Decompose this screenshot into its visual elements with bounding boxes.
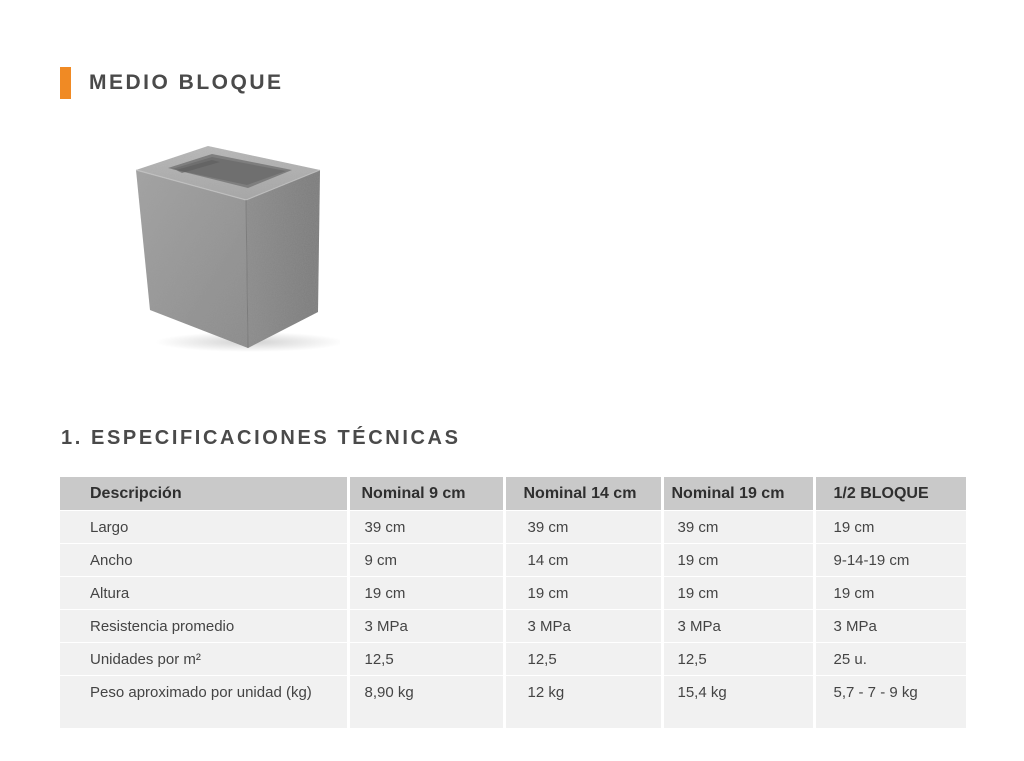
table-row xyxy=(60,544,966,577)
header-cell: Nominal 9 cm xyxy=(348,477,504,511)
header-cell: Nominal 14 cm xyxy=(504,477,662,511)
concrete-half-block-image xyxy=(120,130,340,360)
table-cell: 14 cm xyxy=(504,544,662,577)
table-cell: 8,90 kg xyxy=(348,676,504,729)
row-label: Resistencia promedio xyxy=(60,610,348,643)
table-cell: 12,5 xyxy=(348,643,504,676)
table-row xyxy=(60,676,966,729)
specifications-table xyxy=(60,477,966,728)
row-label: Ancho xyxy=(60,544,348,577)
table-cell: 3 MPa xyxy=(814,610,966,643)
table-row xyxy=(60,643,966,676)
table-cell: 19 cm xyxy=(662,544,814,577)
table-row xyxy=(60,610,966,643)
header-cell: Nominal 19 cm xyxy=(662,477,814,511)
table-row xyxy=(60,511,966,544)
table-cell: 25 u. xyxy=(814,643,966,676)
title-accent-bar xyxy=(60,67,71,99)
table-cell: 19 cm xyxy=(348,577,504,610)
table-cell: 12,5 xyxy=(662,643,814,676)
table-cell: 39 cm xyxy=(348,511,504,544)
row-label: Largo xyxy=(60,511,348,544)
table-header-row xyxy=(60,477,966,511)
table-cell: 19 cm xyxy=(662,577,814,610)
header-cell: Descripción xyxy=(60,477,348,511)
table-cell: 19 cm xyxy=(504,577,662,610)
table-cell: 9-14-19 cm xyxy=(814,544,966,577)
row-label: Peso aproximado por unidad (kg) xyxy=(60,676,348,729)
table-cell: 9 cm xyxy=(348,544,504,577)
table-cell: 3 MPa xyxy=(504,610,662,643)
header-cell: 1/2 BLOQUE xyxy=(814,477,966,511)
table-cell: 39 cm xyxy=(504,511,662,544)
section-title: 1. ESPECIFICACIONES TÉCNICAS xyxy=(61,427,461,449)
table-cell: 19 cm xyxy=(814,577,966,610)
table-cell: 3 MPa xyxy=(662,610,814,643)
row-label: Unidades por m² xyxy=(60,643,348,676)
table-cell: 39 cm xyxy=(662,511,814,544)
table-cell: 15,4 kg xyxy=(662,676,814,729)
table-cell: 19 cm xyxy=(814,511,966,544)
table-cell: 12 kg xyxy=(504,676,662,729)
table-cell: 3 MPa xyxy=(348,610,504,643)
table-cell: 5,7 - 7 - 9 kg xyxy=(814,676,966,729)
row-label: Altura xyxy=(60,577,348,610)
table-row xyxy=(60,577,966,610)
table-cell: 12,5 xyxy=(504,643,662,676)
page-title: MEDIO BLOQUE xyxy=(89,71,284,94)
